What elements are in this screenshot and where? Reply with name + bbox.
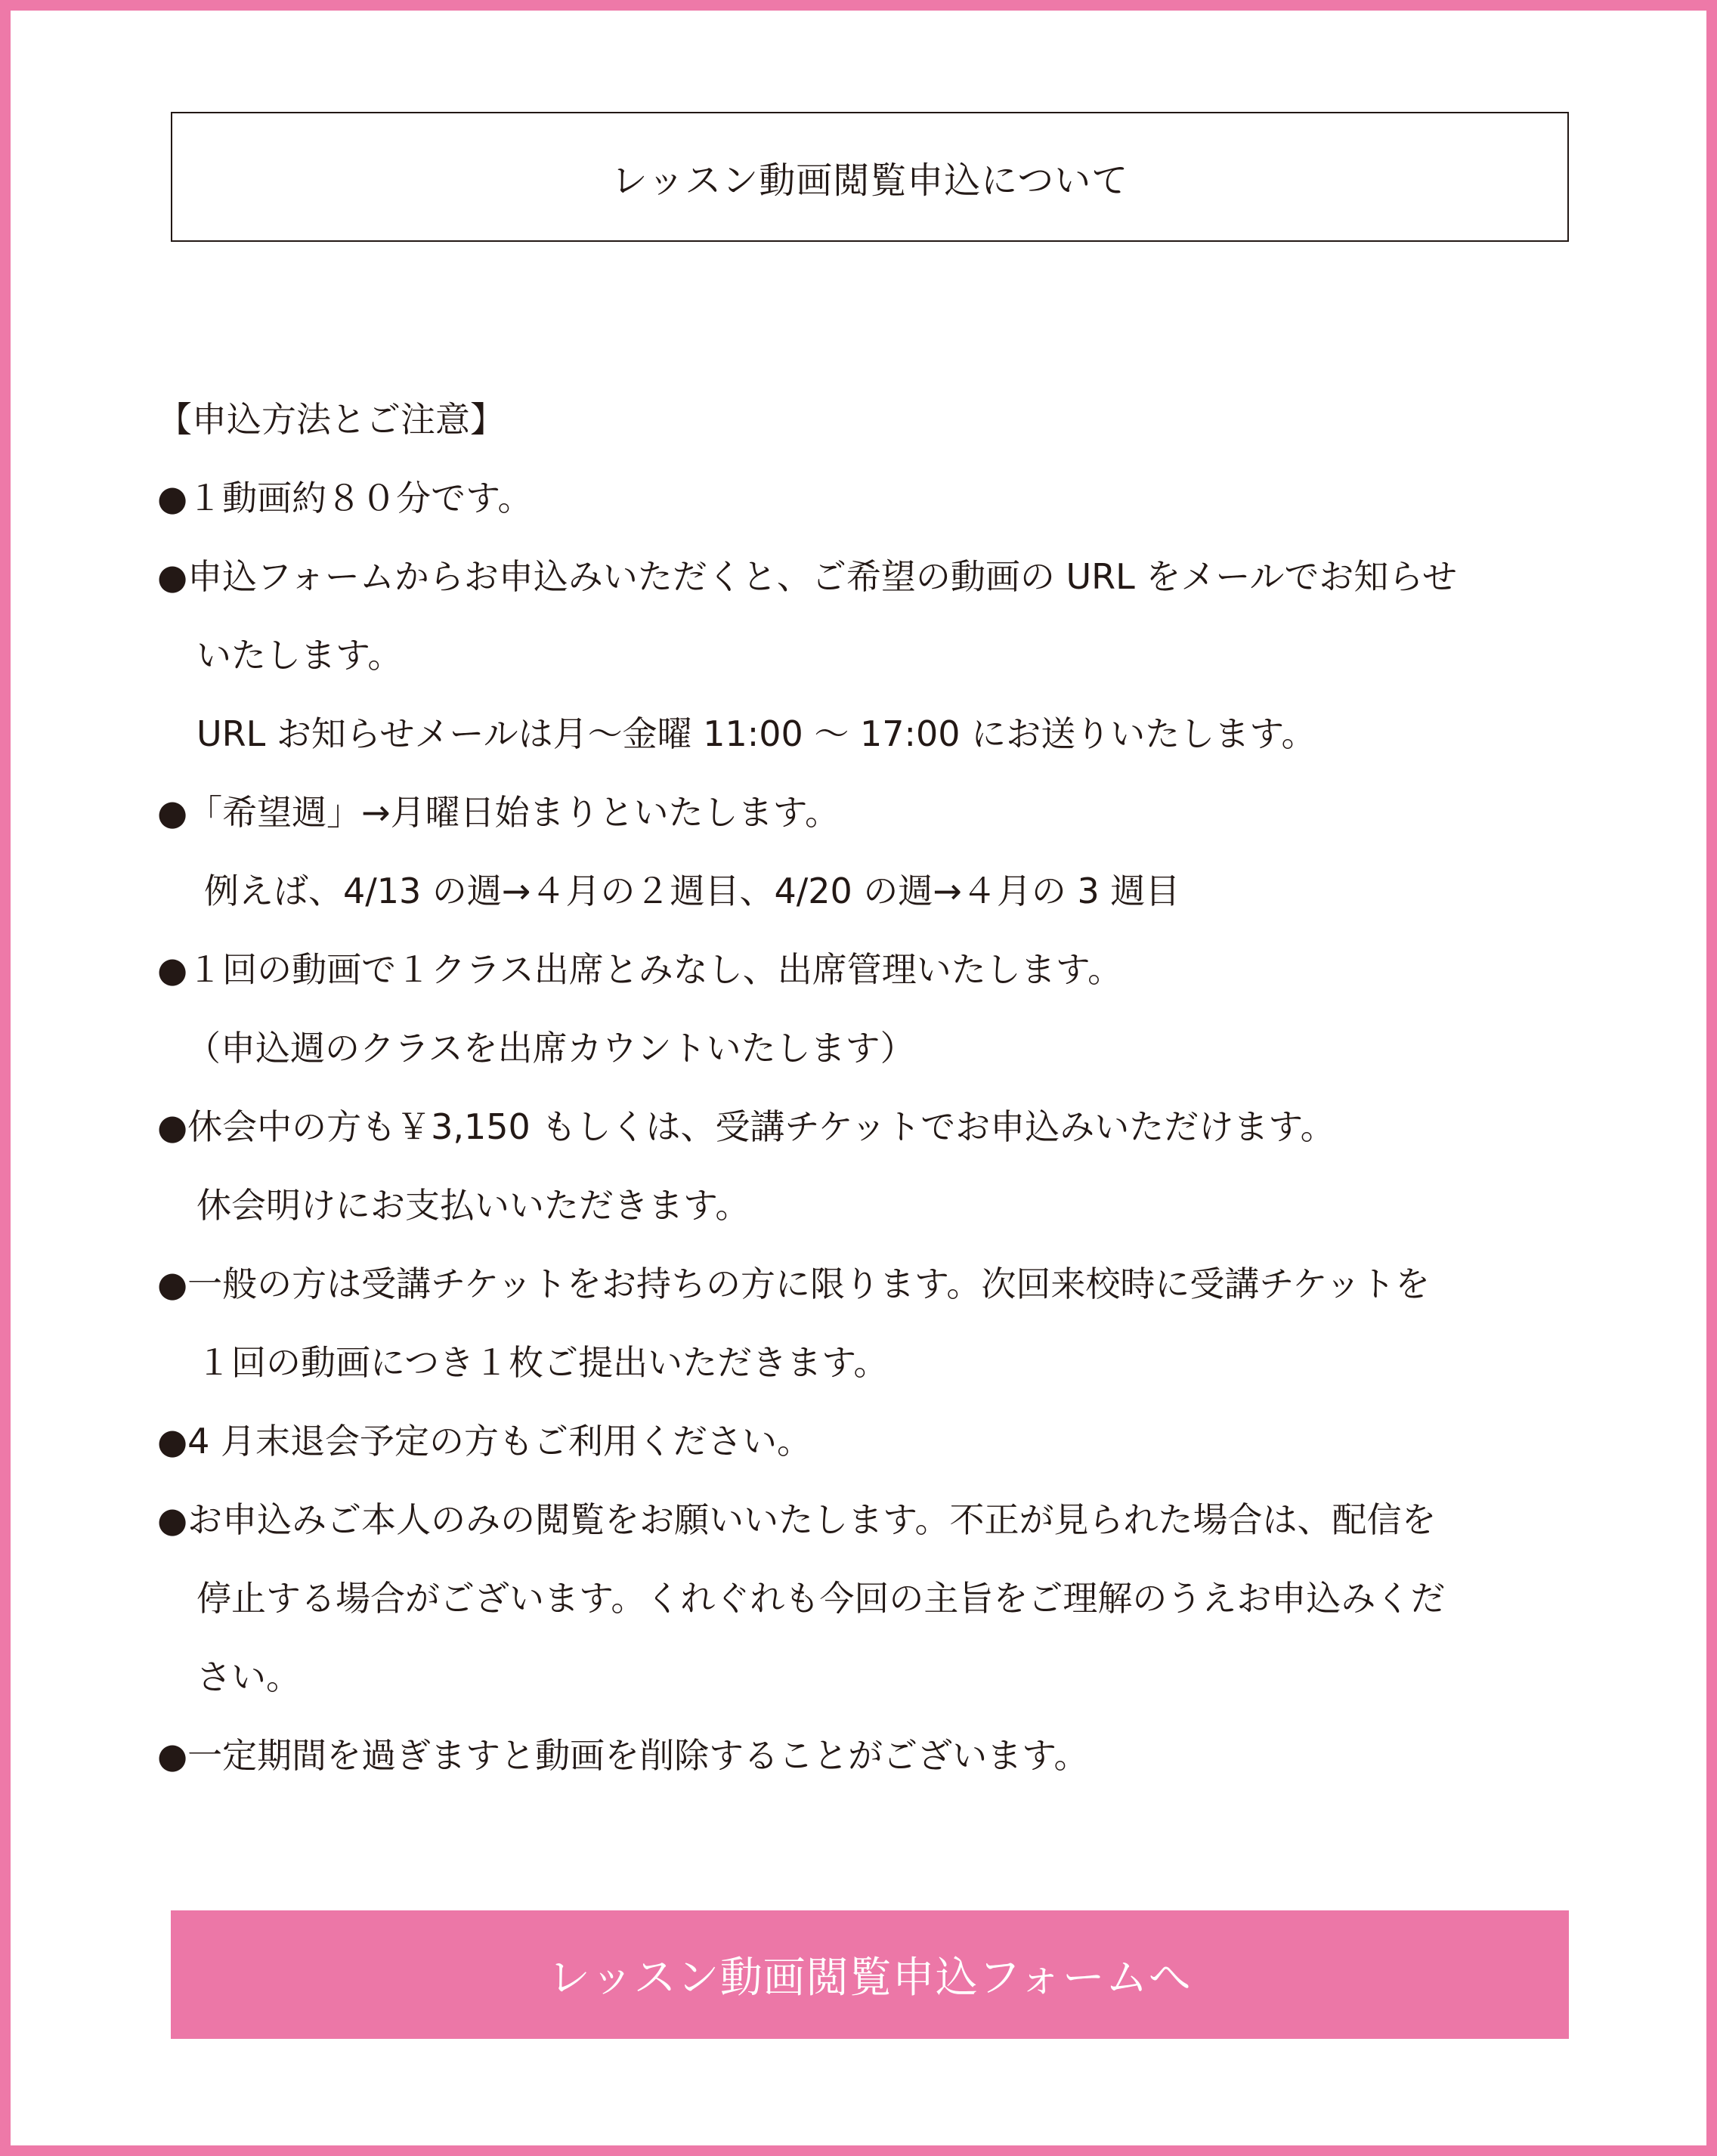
page-title bbox=[171, 112, 1569, 242]
notes-section bbox=[157, 380, 1578, 1795]
apply-form-button-label: レッスン動画閲覧申込フォームへ bbox=[548, 1953, 1192, 2003]
note-week-example: 例えば、4/13 の週→４月の２週目、4/20 の週→４月の 3 週目 bbox=[204, 871, 1180, 911]
note-attendance-detail: （申込週のクラスを出席カウントいたします） bbox=[186, 1028, 915, 1069]
note-viewing: ●お申込みご本人のみの閲覧をお願いいたします。不正が見られた場合は、配信を bbox=[157, 1499, 1437, 1540]
note-withdrawal: ●4 月末退会予定の方もご利用ください。 bbox=[157, 1421, 812, 1462]
note-duration: ●１動画約８０分です。 bbox=[157, 478, 533, 518]
note-deletion: ●一定期間を過ぎますと動画を削除することがございます。 bbox=[157, 1735, 1089, 1776]
note-absence-cont: 休会明けにお支払いいただきます。 bbox=[196, 1185, 750, 1226]
note-url-mail: ●申込フォームからお申込みいただくと、ご希望の動画の URL をメールでお知らせ bbox=[157, 556, 1458, 597]
note-general-cont: １回の動画につき１枚ご提出いただきます。 bbox=[196, 1342, 889, 1383]
note-general: ●一般の方は受講チケットをお持ちの方に限ります。次回来校時に受講チケットを bbox=[157, 1264, 1431, 1304]
note-viewing-cont: 停止する場合がございます。くれぐれも今回の主旨をご理解のうえお申込みくだ bbox=[196, 1578, 1446, 1619]
page-title-text: レッスン動画閲覧申込について bbox=[611, 159, 1129, 202]
notes-heading: 【申込方法とご注意】 bbox=[157, 399, 505, 440]
note-week: ●「希望週」→月曜日始まりといたします。 bbox=[157, 792, 840, 833]
note-url-hours: URL お知らせメールは月～金曜 11:00 ～ 17:00 にお送りいたします。 bbox=[196, 713, 1316, 754]
note-attendance: ●１回の動画で１クラス出席とみなし、出席管理いたします。 bbox=[157, 949, 1123, 990]
note-absence: ●休会中の方も￥3,150 もしくは、受講チケットでお申込みいただけます。 bbox=[157, 1106, 1335, 1147]
note-viewing-cont2: さい。 bbox=[196, 1656, 301, 1697]
note-url-mail-cont: いたします。 bbox=[196, 635, 403, 676]
apply-form-button[interactable] bbox=[171, 1910, 1569, 2039]
